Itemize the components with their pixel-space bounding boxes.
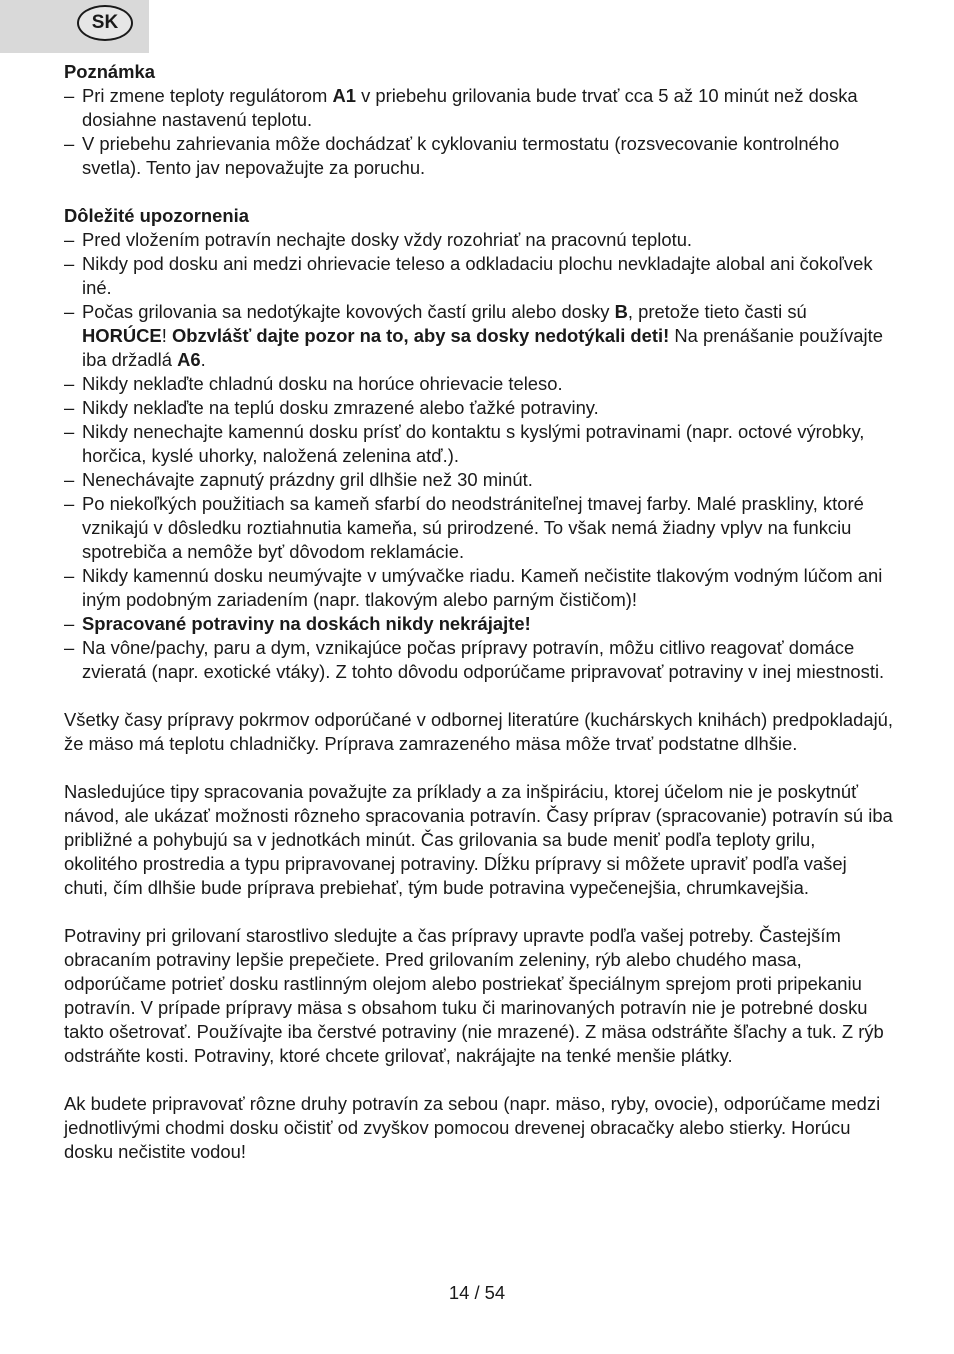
- warning-item: [64, 300, 894, 372]
- note-section: [64, 60, 894, 180]
- text-run: Nikdy neklaďte na teplú dosku zmrazené alebo ťažké potraviny.: [82, 397, 599, 418]
- paragraph-cleaning: Ak budete pripravovať rôzne druhy potravín za sebou (napr. mäso, ryby, ovocie), odporúčame medzi jednotlivými chodmi dosku očistiť od zvyškov pomocou drevenej obracačky alebo stierky. Horúcu dosku nečistite vodou!: [64, 1093, 881, 1162]
- note-item: [64, 84, 894, 132]
- warning-item: [64, 612, 894, 636]
- paragraph-meat-temperature: Všetky časy prípravy pokrmov odporúčané v odbornej literatúre (kuchárskych knihách) predpokladajú, že mäso má teplotu chladničky. Príprava zamrazeného mäsa môže trvať podstatne dlhšie.: [64, 709, 894, 754]
- text-run: Počas grilovania sa nedotýkajte kovových častí grilu alebo dosky: [82, 301, 615, 322]
- warning-item: [64, 564, 894, 612]
- page-content: [64, 60, 894, 1164]
- text-run: Nikdy neklaďte chladnú dosku na horúce ohrievacie teleso.: [82, 373, 563, 394]
- warning-item: [64, 636, 894, 684]
- warning-item: [64, 372, 894, 396]
- text-run: Nenechávajte zapnutý prázdny gril dlhšie než 30 minút.: [82, 469, 533, 490]
- text-run: Na prenášanie používajte iba držadlá: [82, 325, 883, 370]
- bold-text: Obzvlášť dajte pozor na to, aby sa dosky nedotýkali deti!: [171, 325, 670, 346]
- text-run: Nikdy pod dosku ani medzi ohrievacie teleso a odkladaciu plochu nevkladajte alobal ani čokoľvek iné.: [82, 253, 873, 298]
- text-run: Pred vložením potravín nechajte dosky vždy rozohriať na pracovnú teplotu.: [82, 229, 693, 250]
- warnings-section: [64, 204, 894, 684]
- text-run: Pri zmene teploty regulátorom: [82, 85, 333, 106]
- paragraph-grilling: Potraviny pri grilovaní starostlivo sledujte a čas prípravy upravte podľa vašej potreby. Častejším obracaním potraviny lepšie prepečiete. Pred grilovaním zeleniny, rýb alebo chudého masa, odporúčame potrieť dosku rastlinným olejom alebo postriekať špeciálnym sprejom proti pripekaniu potravín. V prípade prípravy mäsa s obsahom tuku či marinovaných potravín nie je potrebné dosku takto ošetrovať. Používajte iba čerstvé potraviny (nie mrazené). Z mäsa odstráňte šľachy a tuk. Z rýb odstráňte kosti. Potraviny, ktoré chcete grilovať, nakrájajte na tenké menšie plátky.: [64, 925, 884, 1066]
- text-run: Nikdy nenechajte kamennú dosku prísť do kontaktu s kyslými potravinami (napr. octové výrobky, horčica, kyslé uhorky, naložená zelenina atď.).: [82, 421, 865, 466]
- warning-item: [64, 252, 894, 300]
- warnings-list: [64, 228, 894, 684]
- warning-item: [64, 420, 894, 468]
- text-run: Nikdy kamennú dosku neumývajte v umývačke riadu. Kameň nečistite tlakovým vodným lúčom ani iným podobným zariadením (napr. tlakovým alebo parným čističom)!: [82, 565, 883, 610]
- text-run: .: [200, 349, 206, 370]
- warning-item: [64, 492, 894, 564]
- bold-text: A6: [177, 349, 201, 370]
- language-tab: [0, 0, 149, 53]
- text-run: Na vône/pachy, paru a dym, vznikajúce počas prípravy potravín, môžu citlivo reagovať domáce zvieratá (napr. exotické vtáky). Z tohto dôvodu odporúčame pripravovať potraviny v inej miestnosti.: [82, 637, 885, 682]
- page-number: 14 / 54: [448, 1282, 506, 1303]
- text-run: , pretože tieto časti sú: [627, 301, 807, 322]
- language-badge: SK: [77, 5, 133, 41]
- warning-item: [64, 468, 894, 492]
- note-heading: Poznámka: [64, 61, 155, 82]
- note-list: [64, 84, 894, 180]
- warnings-heading: Dôležité upozornenia: [64, 205, 249, 226]
- warning-item: [64, 228, 894, 252]
- bold-text: Spracované potraviny na doskách nikdy nekrájajte!: [82, 613, 531, 634]
- bold-text: B: [614, 301, 628, 322]
- text-run: !: [161, 325, 172, 346]
- text-run: V priebehu zahrievania môže dochádzať k cyklovaniu termostatu (rozsvecovanie kontrolného svetla). Tento jav nepovažujte za poruchu.: [82, 133, 840, 178]
- bold-text: HORÚCE: [82, 325, 162, 346]
- paragraph-tips: Nasledujúce tipy spracovania považujte za príklady a za inšpiráciu, ktorej účelom nie je poskytnúť návod, ale ukázať možnosti rôzneho spracovania potravín. Časy príprav (spracovanie) potravín sú iba približné a pohybujú sa v jednotkách minút. Čas grilovania sa bude meniť podľa teploty grilu, okolitého prostredia a typu pripravovanej potraviny. Dĺžku prípravy si môžete upraviť podľa vašej chuti, čím dlhšie bude príprava prebiehať, tým bude potravina vypečenejšia, chrumkavejšia.: [64, 781, 893, 898]
- text-run: Po niekoľkých použitiach sa kameň sfarbí do neodstrániteľnej tmavej farby. Malé praskliny, ktoré vznikajú v dôsledku roztiahnutia kameňa, sú prirodzené. To však nemá žiadny vplyv na funkciu spotrebiča a nemôže byť dôvodom reklamácie.: [82, 493, 864, 562]
- text-run: v priebehu grilovania bude trvať cca 5 až 10 minút než doska dosiahne nastavenú teplotu.: [82, 85, 858, 130]
- warning-item: [64, 396, 894, 420]
- bold-text: A1: [332, 85, 356, 106]
- note-item: [64, 132, 894, 180]
